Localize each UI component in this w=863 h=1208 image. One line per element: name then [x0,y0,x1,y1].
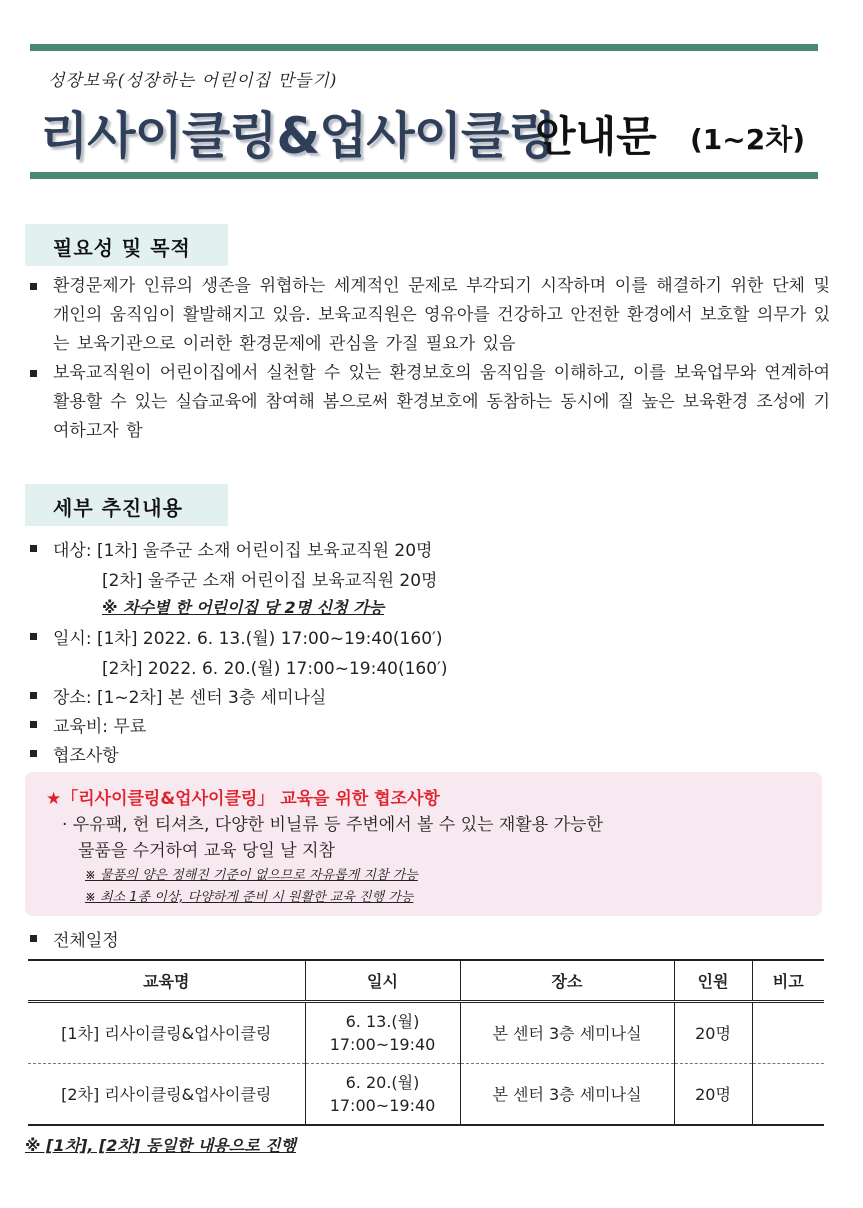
purpose-paragraph-2: 보육교직원이 어린이집에서 실천할 수 있는 환경보호의 움직임을 이해하고, 이를 보육업무와 연계하여 활용할 수 있는 실습교육에 참여해 봄으로써 환경보호에 동참하는 동시에 질 높은 보육환경 조성에 기여하고자 함 [30,359,830,446]
header-subtitle: 성장보육(성장하는 어린이집 만들기) [48,71,338,91]
cooperation-line-1: · 우유팩, 헌 티셔츠, 다양한 비닐류 등 주변에서 볼 수 있는 재활용 가능한 [62,815,603,835]
cooperation-note-1: ※ 물품의 양은 정해진 기준이 없으므로 자유롭게 지참 가능 [85,868,418,883]
bullet-icon [30,692,37,699]
row-place: 본 센터 3층 세미나실 [460,1002,674,1064]
row-date: 6. 20.(월) [345,1073,420,1092]
target-second-round: [2차] 울주군 소재 어린이집 보육교직원 20명 [102,571,438,591]
row-name: [2차] 리사이클링&업사이클링 [28,1064,305,1126]
place-item: 장소: [1~2차] 본 센터 3층 세미나실 [30,683,326,708]
table-row [28,1002,824,1064]
fee-item: 교육비: 무료 [30,712,146,737]
header-name: 교육명 [28,960,305,1002]
page-title: 리사이클링&업사이클링 [40,107,556,165]
schedule-table [28,959,824,1126]
section-heading-text: 세부 추진내용 [53,496,183,520]
date-second-round: [2차] 2022. 6. 20.(월) 17:00~19:40(160′) [102,659,448,679]
header-place: 장소 [460,960,674,1002]
cooperation-item: 협조사항 [30,741,119,766]
bullet-icon [30,935,37,942]
bullet-icon [30,283,37,290]
cooperation-line-2: 물품을 수거하여 교육 당일 날 지참 [78,841,335,861]
bullet-icon [30,721,37,728]
header-count: 인원 [674,960,752,1002]
title-round: (1~2차) [690,123,806,156]
bullet-icon [30,370,37,377]
section-heading-details [25,484,228,526]
bullet-icon [30,750,37,757]
row-count: 20명 [674,1064,752,1126]
row-place: 본 센터 3층 세미나실 [460,1064,674,1126]
row-date: 6. 13.(월) [345,1012,420,1031]
bullet-icon [30,545,37,552]
footer-note: ※ [1차], [2차] 동일한 내용으로 진행 [25,1136,297,1155]
cooperation-title: ★「리사이클링&업사이클링」 교육을 위한 협조사항 [46,789,440,809]
section-heading-purpose [25,224,228,266]
row-name: [1차] 리사이클링&업사이클링 [28,1002,305,1064]
bullet-icon [30,633,37,640]
header-note: 비고 [752,960,824,1002]
title-suffix: 안내문 [535,112,657,161]
schedule-item: 전체일정 [30,926,119,951]
cooperation-note-2: ※ 최소 1종 이상, 다양하게 준비 시 원활한 교육 진행 가능 [85,890,414,905]
row-note [752,1002,824,1064]
row-note [752,1064,824,1126]
table-row [28,1064,824,1126]
section-heading-text: 필요성 및 목적 [53,236,191,260]
row-time: 17:00~19:40 [329,1035,436,1054]
row-datetime [305,1002,460,1064]
row-count: 20명 [674,1002,752,1064]
target-note: ※ 차수별 한 어린이집 당 2명 신청 가능 [102,598,385,617]
row-time: 17:00~19:40 [329,1096,436,1115]
target-item: 대상: [1차] 울주군 소재 어린이집 보육교직원 20명 [30,536,432,561]
purpose-paragraph-1: 환경문제가 인류의 생존을 위협하는 세계적인 문제로 부각되기 시작하며 이를 해결하기 위한 단체 및 개인의 움직임이 활발해지고 있음. 보육교직원은 영유아를 건강하고 안전한 환경에서 보호할 의무가 있는 보육기관으로 이러한 환경문제에 관심을 가질 필요가 있음 [30,272,830,359]
bottom-divider [30,172,818,179]
header-date: 일시 [305,960,460,1002]
top-divider [30,44,818,51]
date-item: 일시: [1차] 2022. 6. 13.(월) 17:00~19:40(160′) [30,624,443,649]
row-datetime [305,1064,460,1126]
table-header-row [28,960,824,1002]
